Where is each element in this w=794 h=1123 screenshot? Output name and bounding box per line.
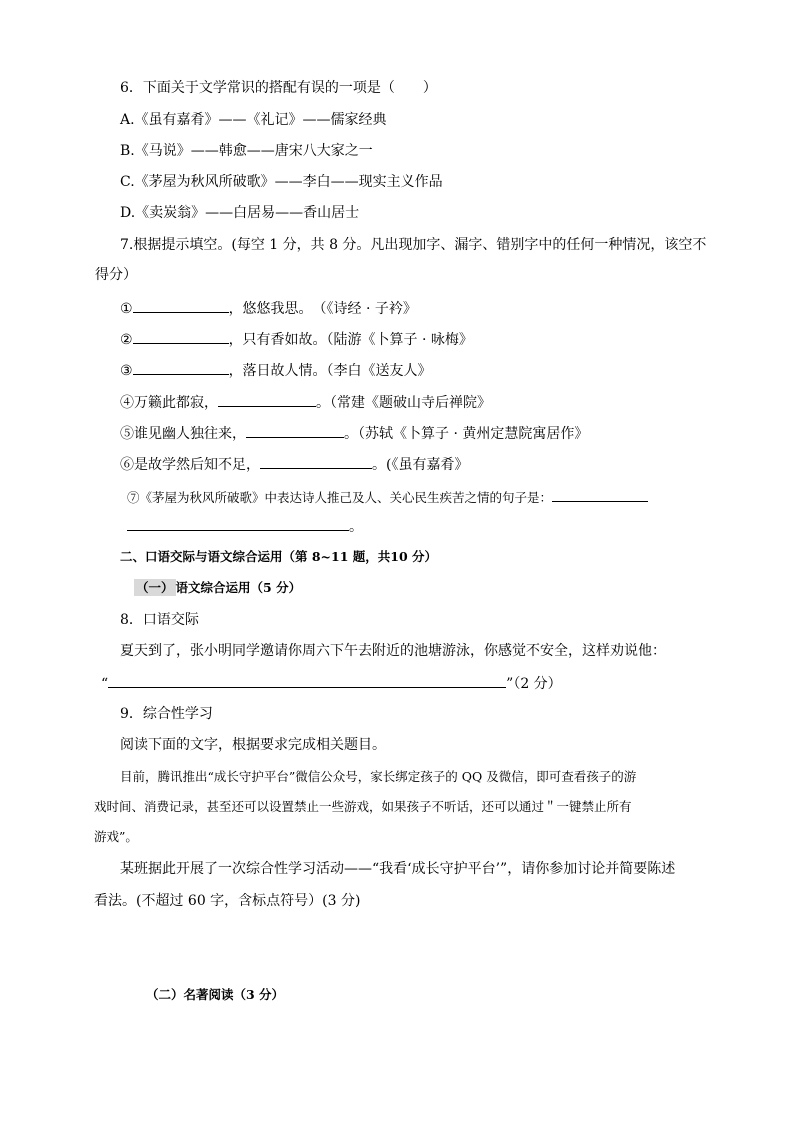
q7-item-1	[120, 298, 417, 318]
q7-item-5	[120, 423, 588, 443]
item-text: ，落日故人情。（李白《送友人》	[228, 363, 432, 379]
open-quote: “	[101, 676, 109, 692]
answer-blank[interactable]	[218, 392, 316, 407]
item-number: ③	[120, 363, 133, 379]
q6-option-b: B.《马说》——韩愈——唐宋八大家之一	[120, 143, 373, 159]
q9-task: 某班据此开展了一次综合性学习活动——“我看‘成长守护平台’”，请你参加讨论并简要陈述	[120, 861, 676, 877]
item-text: 。(《虽有嘉肴》	[372, 457, 469, 473]
q9-intro: 阅读下面的文字，根据要求完成相关题目。	[120, 737, 386, 753]
q6-option-a: A.《虽有嘉肴》——《礼记》——儒家经典	[120, 112, 387, 128]
q9-task-cont: 看法。(不超过 60 字，含标点符号）(3 分)	[94, 893, 361, 909]
answer-blank[interactable]	[552, 487, 648, 502]
q8-title: 8．口语交际	[120, 612, 199, 628]
q7-item-6	[120, 454, 468, 474]
q7-item-7	[127, 487, 648, 507]
answer-blank[interactable]	[133, 329, 229, 344]
answer-blank[interactable]	[127, 516, 349, 531]
item-number: ②	[120, 332, 133, 348]
q8-score: ”（2 分）	[506, 676, 562, 692]
item-text: 。（苏轼《卜算子 · 黄州定慧院寓居作》	[344, 426, 589, 442]
subsection-heading	[134, 579, 301, 597]
q6-option-c: C.《茅屋为秋风所破歌》——李白——现实主义作品	[120, 174, 443, 190]
q7-item-3	[120, 360, 432, 380]
answer-blank[interactable]	[108, 673, 506, 688]
item-text: 。（常建《题破山寺后禅院》	[316, 395, 491, 411]
q9-passage-line: 目前，腾讯推出“成长守护平台”微信公众号，家长绑定孩子的 QQ 及微信，即可查看孩子的游	[120, 769, 637, 784]
q7-item-2	[120, 329, 473, 349]
subsection-title: 语文综合运用（5 分）	[175, 580, 302, 595]
item-text: ④万籁此都寂，	[120, 395, 218, 411]
item-text: ⑥是故学然后知不足，	[120, 457, 260, 473]
subsection-heading: （二）名著阅读（3 分）	[146, 987, 285, 1002]
q9-title: 9．综合性学习	[120, 706, 213, 722]
item-number: ①	[120, 301, 133, 317]
q8-answer-line	[101, 673, 562, 693]
item-text: ，只有香如故。（陆游《卜算子 · 咏梅》	[228, 332, 473, 348]
answer-blank[interactable]	[133, 298, 229, 313]
q9-passage-line: 游戏”。	[94, 829, 138, 844]
item-text: ⑦《茅屋为秋风所破歌》中表达诗人推己及人、关心民生疾苦之情的句子是：	[127, 490, 553, 505]
q6-stem: 6．下面关于文学常识的搭配有误的一项是（ ）	[120, 80, 437, 96]
q7-stem-cont: 得分）	[95, 267, 137, 283]
q7-stem: 7.根据提示填空。(每空 1 分，共 8 分。凡出现加字、漏字、错别字中的任何一种情况，该空不	[120, 237, 707, 253]
q7-item-7-cont	[127, 516, 363, 536]
answer-blank[interactable]	[246, 423, 344, 438]
q8-body: 夏天到了，张小明同学邀请你周六下午去附近的池塘游泳，你感觉不安全，这样劝说他：	[120, 643, 666, 659]
answer-blank[interactable]	[133, 360, 229, 375]
item-text: ，悠悠我思。 （《诗经 · 子衿》	[228, 301, 417, 317]
q9-passage-line: 戏时间、消费记录，甚至还可以设置禁止一些游戏，如果孩子不听话，还可以通过＂一键禁止所有	[94, 799, 632, 814]
section-heading: 二、口语交际与语文综合运用（第 8~11 题，共10 分）	[120, 549, 438, 564]
q6-option-d: D.《卖炭翁》——白居易——香山居士	[120, 205, 360, 221]
item-text: ⑤谁见幽人独往来，	[120, 426, 246, 442]
q7-item-4	[120, 392, 491, 412]
answer-blank[interactable]	[260, 454, 372, 469]
subsection-tag: （一）	[136, 580, 174, 595]
item-text: 。	[349, 519, 363, 535]
